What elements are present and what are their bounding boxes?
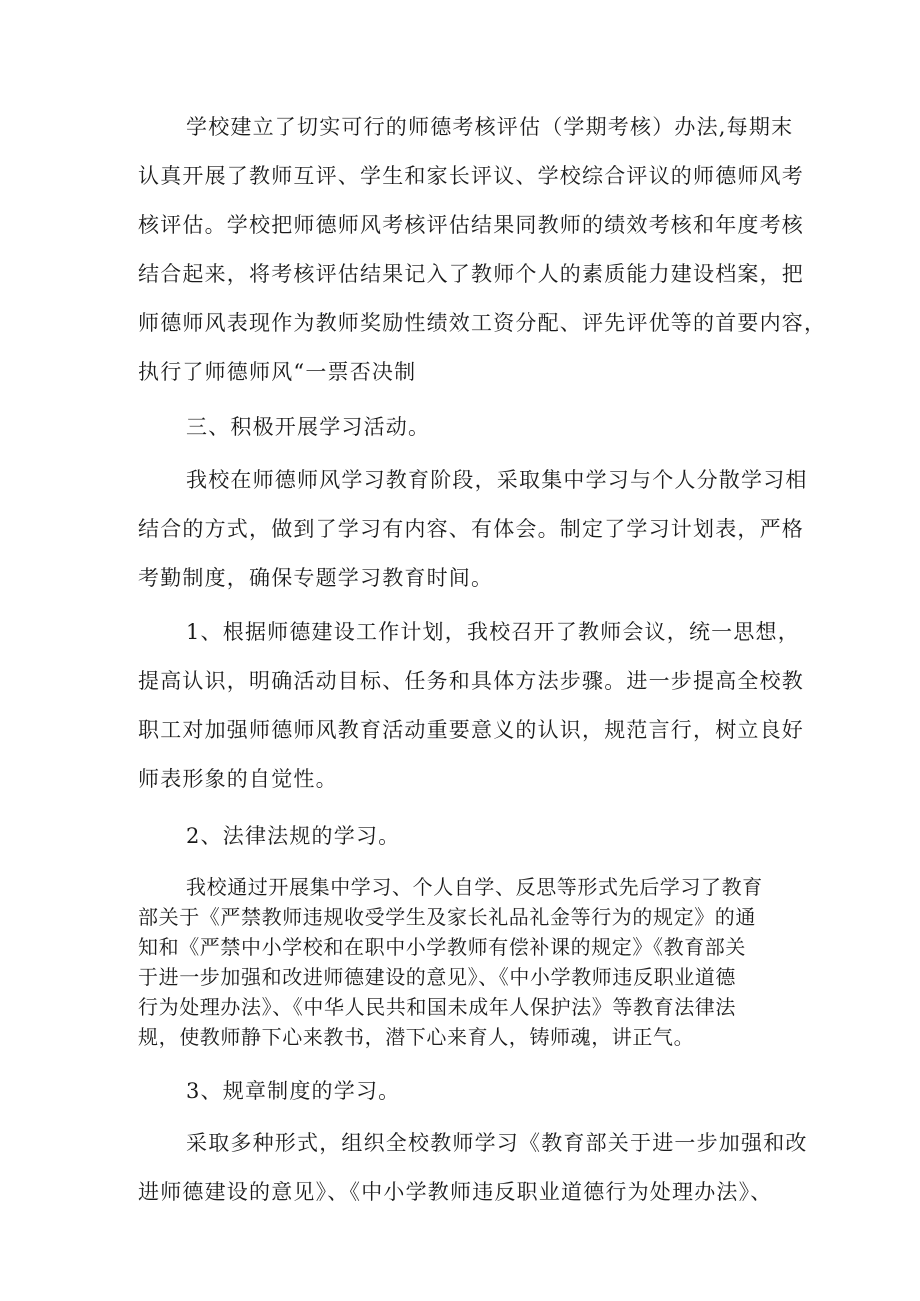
text-line: 结合的方式，做到了学习有内容、有体会。制定了学习计划表，严格 xyxy=(138,517,804,541)
text-line: 1、根据师德建设工作计划，我校召开了教师会议，统一思想， xyxy=(186,620,800,644)
text-line: 行为处理办法》、《中华人民共和国未成年人保护法》等教育法律法 xyxy=(138,995,736,1019)
text-line: 知和《严禁中小学校和在职中小学教师有偿补课的规定》《教育部关 xyxy=(138,935,746,959)
section-heading: 2、法律法规的学习。 xyxy=(186,824,401,848)
text-line: 职工对加强师德师风教育活动重要意义的认识，规范言行，树立良好 xyxy=(138,718,804,742)
text-line: 师德师风表现作为教师奖励性绩效工资分配、评先评优等的首要内容， xyxy=(138,311,827,335)
text-line: 认真开展了教师互评、学生和家长评议、学校综合评议的师德师风考 xyxy=(138,164,804,188)
text-line: 核评估。学校把师德师风考核评估结果同教师的绩效考核和年度考核 xyxy=(138,213,804,237)
section-heading: 三、积极开展学习活动。 xyxy=(186,415,431,439)
section-heading: 3、规章制度的学习。 xyxy=(186,1079,401,1103)
text-line: 提高认识，明确活动目标、任务和具体方法步骤。进一步提高全校教 xyxy=(138,669,804,693)
text-line: 部关于《严禁教师违规收受学生及家长礼品礼金等行为的规定》的通 xyxy=(138,905,756,929)
text-line: 于进一步加强和改进师德建设的意见》、《中小学教师违反职业道德 xyxy=(138,965,736,989)
text-line: 结合起来，将考核评估结果记入了教师个人的素质能力建设档案，把 xyxy=(138,262,804,286)
text-line: 规，使教师静下心来教书，潜下心来育人，铸师魂，讲正气。 xyxy=(138,1025,695,1049)
text-line: 学校建立了切实可行的师德考核评估（学期考核）办法,每期末 xyxy=(186,115,794,139)
text-line: 考勤制度，确保专题学习教育时间。 xyxy=(138,566,494,590)
text-line: 我校在师德师风学习教育阶段，采取集中学习与个人分散学习相 xyxy=(186,468,808,492)
text-line: 师表形象的自觉性。 xyxy=(138,767,338,791)
text-line: 采取多种形式，组织全校教师学习《教育部关于进一步加强和改 xyxy=(186,1131,808,1155)
text-line: 我校通过开展集中学习、个人自学、反思等形式先后学习了教育 xyxy=(186,875,763,899)
text-line: 进师德建设的意见》、《中小学教师违反职业道德行为处理办法》、 xyxy=(138,1180,773,1204)
text-line: 执行了师德师风“一票否决制 xyxy=(138,360,417,384)
